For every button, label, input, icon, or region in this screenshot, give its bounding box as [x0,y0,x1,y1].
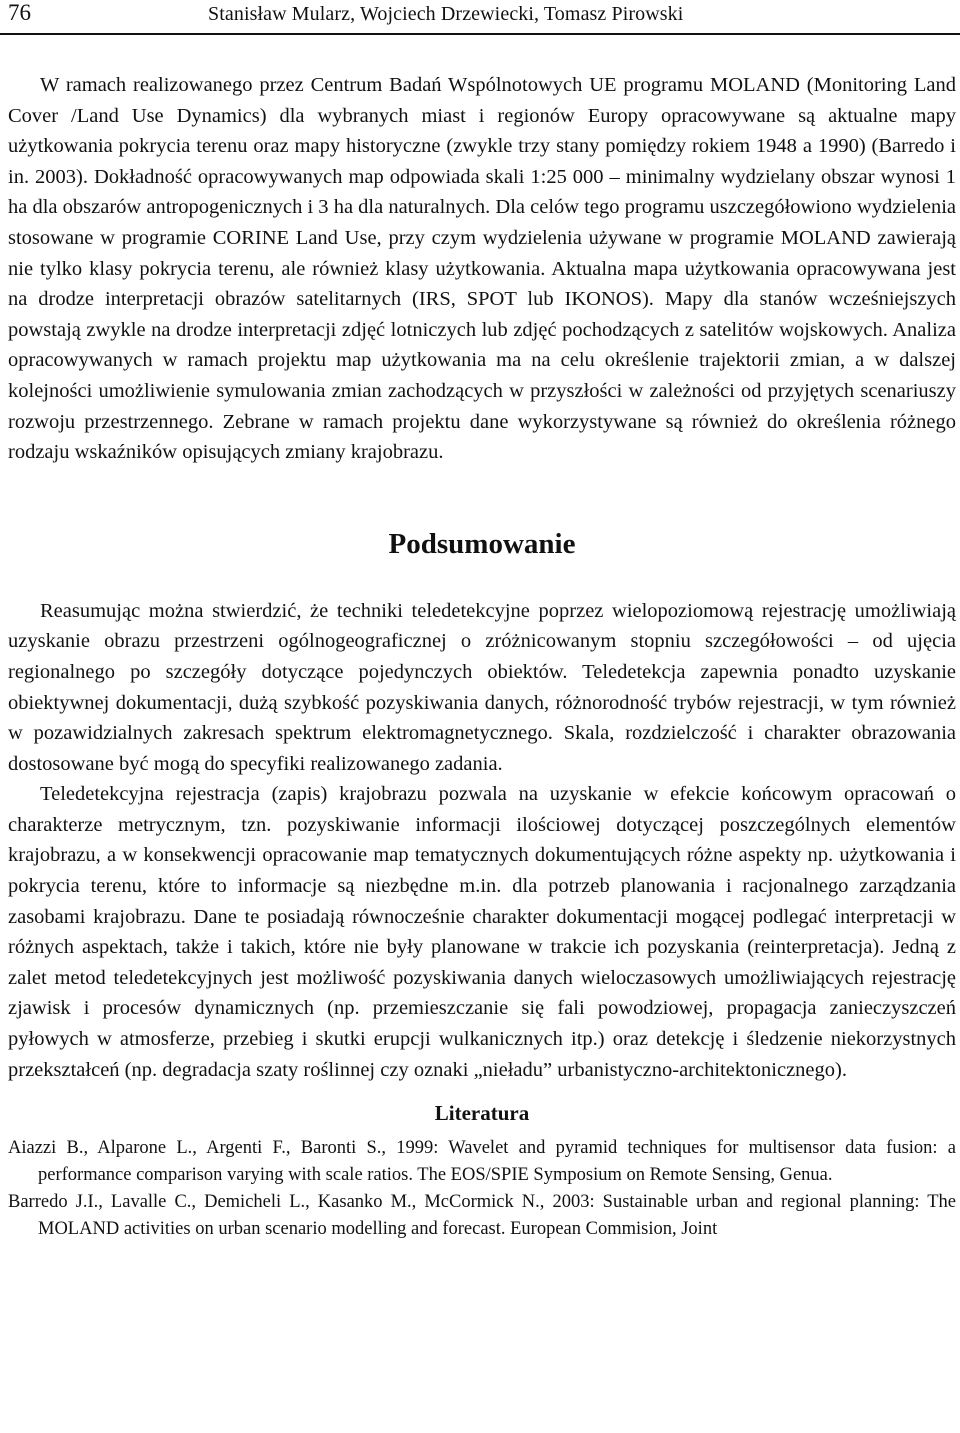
page-header [0,0,960,36]
section-title-literature: Literatura [434,1101,530,1126]
summary-paragraph-2: Teledetekcyjna rejestracja (zapis) krajobrazu pozwala na uzyskanie w efekcie końcowym opracowań o charakterze metrycznym, tzn. pozyskiwanie informacji ilościowej dotyczącej poszczególnych elementów krajobrazu, a w konsekwencji opracowanie map tematycznych dokumentujących różne aspekty np. użytkowania i pokrycia terenu, które to informacje są niezbędne m.in. dla potrzeb planowania i racjonalnego zarządzania zasobami krajobrazu. Dane te posiadają równocześnie charakter dokumentacji mogącej podlegać interpretacji w różnych aspektach, także i takich, które nie były planowane w trakcie ich pozyskania (reinterpretacja). Jedną z zalet metod teledetekcyjnych jest możliwość pozyskiwania danych wieloczasowych umożliwiających rejestrację zjawisk i procesów dynamicznych (np. przemieszczanie się fali powodziowej, propagacja zanieczyszczeń pyłowych w atmosferze, przebieg i skutki erupcji wulkanicznych itp.) oraz detekcję i śledzenie niekorzystnych przekształceń (np. degradacja szaty roślinnej czy oznaki „nieładu” urbanistyczno-architektonicznego). [8,783,956,1081]
section-title-summary: Podsumowanie [388,527,576,560]
page-number: 76 [8,0,31,25]
reference-list [8,1135,956,1243]
header-rule [0,33,960,35]
summary-paragraph-1: Reasumując można stwierdzić, że techniki teledetekcyjne poprzez wielopoziomową rejestrację umożliwiają uzyskanie obrazu przestrzeni ogólnogeograficznej o zróżnicowanym stopniu szczegółowości – od ujęcia regionalnego po szczegóły dotyczące pojedynczych obiektów. Teledetekcja zapewnia ponadto uzyskanie obiektywnej dokumentacji, dużą szybkość pozyskiwania danych, różnorodność trybów rejestracji, w tym również w pozawidzialnych zakresach spektrum elektromagnetycznego. Skala, rozdzielczość i charakter obrazowania dostosowane być mogą do specyfiki realizowanego zadania. [8,599,956,775]
intro-paragraph: W ramach realizowanego przez Centrum Badań Wspólnotowych UE programu MOLAND (Monitoring Land Cover /Land Use Dynamics) dla wybranych miast i regionów Europy opracowywane są aktualne mapy użytkowania pokrycia terenu oraz mapy historyczne (zwykle trzy stany pomiędzy rokiem 1948 a 1990) (Barredo i in. 2003). Dokładność opracowywanych map odpowiada skali 1:25 000 – minimalny wydzielany obszar wynosi 1 ha dla obszarów antropogenicznych i 3 ha dla naturalnych. Dla celów tego programu uszczegółowiono wydzielenia stosowane w programie CORINE Land Use, przy czym wydzielenia używane w programie MOLAND zawierają nie tylko klasy pokrycia terenu, ale również klasy użytkowania. Aktualna mapa użytkowania opracowywana jest na drodze interpretacji obrazów satelitarnych (IRS, SPOT lub IKONOS). Mapy dla stanów wcześniejszych powstają zwykle na drodze interpretacji zdjęć lotniczych lub zdjęć pochodzących z satelitów wojskowych. Analiza opracowywanych w ramach projektu map użytkowania ma na celu określenie trajektorii zmian, a w dalszej kolejności umożliwienie symulowania zmian zachodzących w przyszłości w zależności od przyjętych scenariuszy rozwoju przestrzennego. Zebrane w ramach projektu dane wykorzystywane są również do określenia różnego rodzaju wskaźników opisujących zmiany krajobrazu. [8,74,956,464]
page-body [8,70,956,1243]
reference-item: Barredo J.I., Lavalle C., Demicheli L., Kasanko M., McCormick N., 2003: Sustainable urban and regional planning: The MOLAND activities on urban scenario modelling and forecast. European Commision, Joint [8,1192,956,1240]
reference-item: Aiazzi B., Alparone L., Argenti F., Baronti S., 1999: Wavelet and pyramid techniques for multisensor data fusion: a performance comparison varying with scale ratios. The EOS/SPIE Symposium on Remote Sensing, Genua. [8,1138,956,1186]
running-head-authors: Stanisław Mularz, Wojciech Drzewiecki, Tomasz Pirowski [208,3,684,25]
